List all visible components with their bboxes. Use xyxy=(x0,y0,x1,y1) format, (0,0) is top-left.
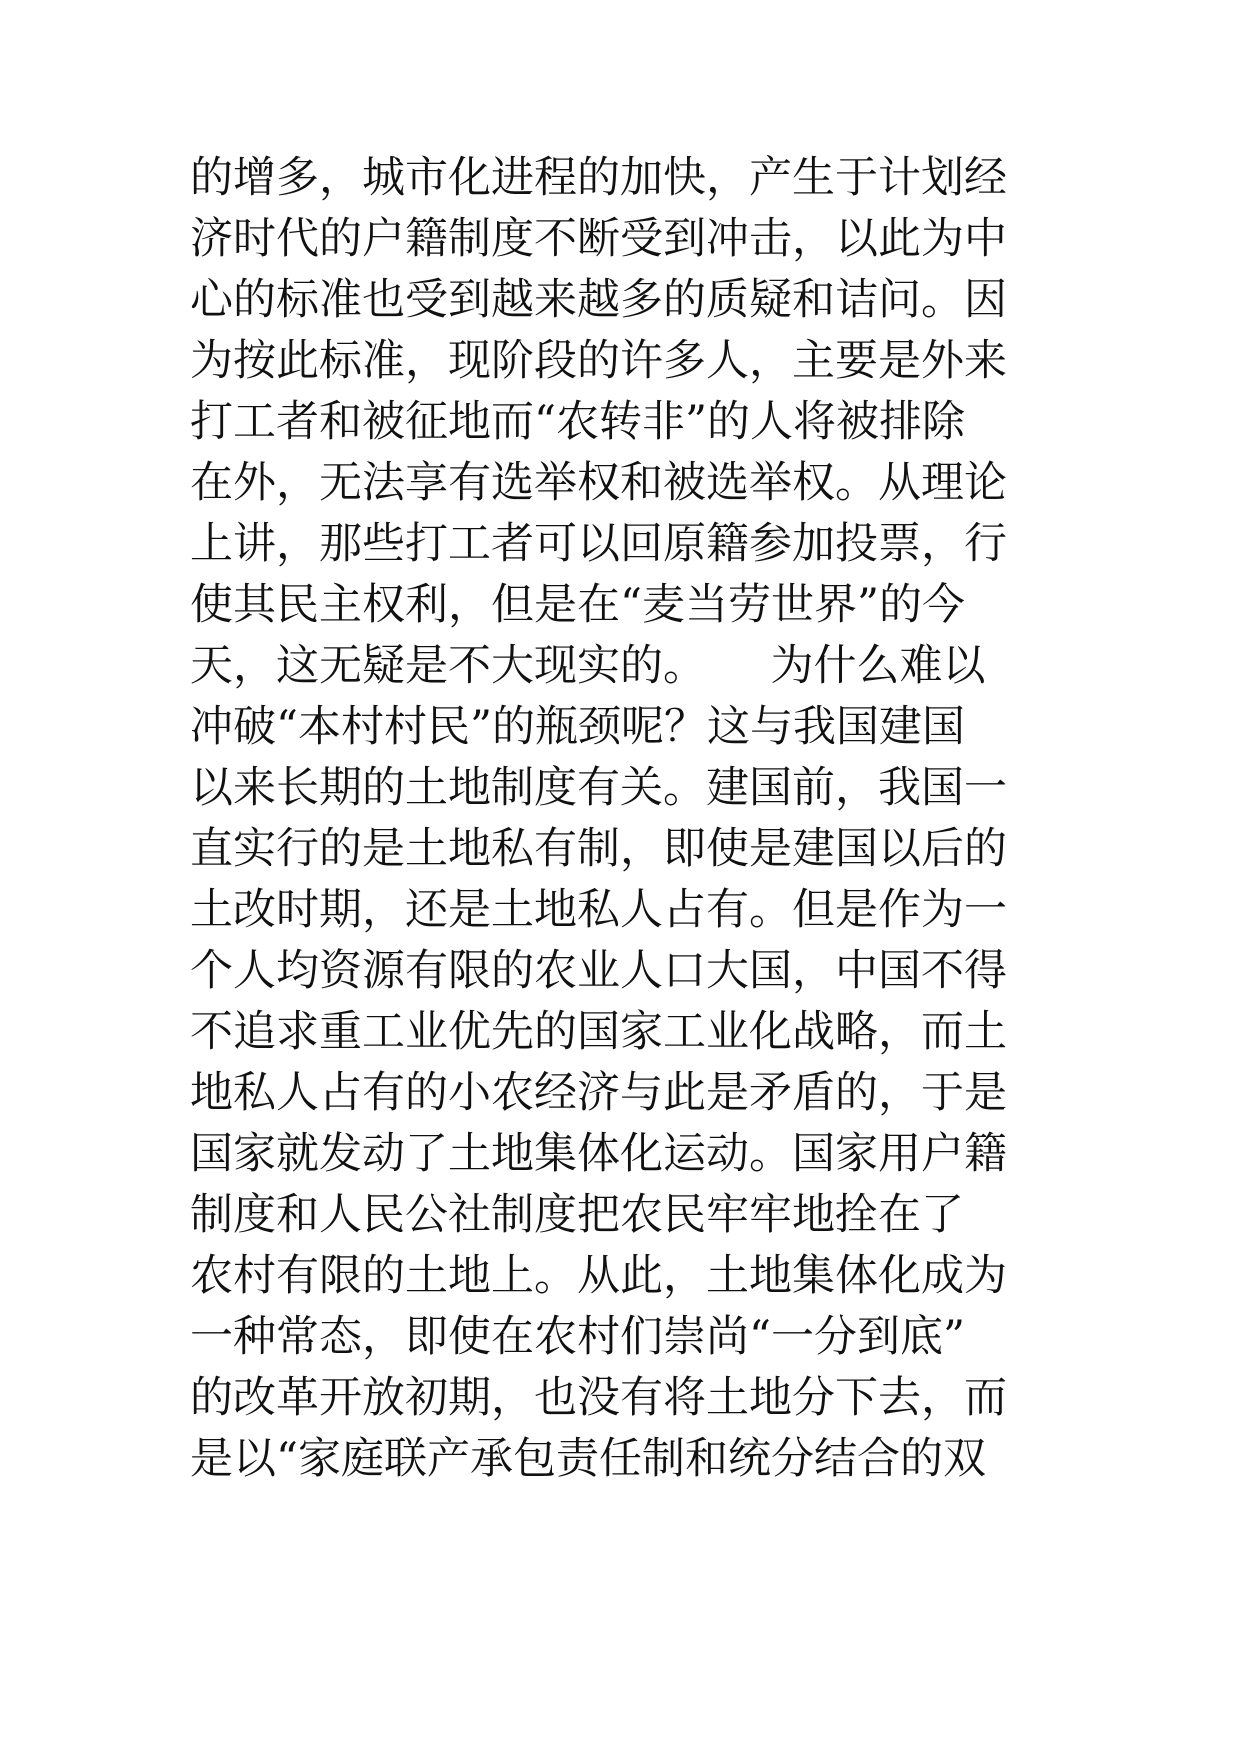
text-line: 冲破“本村村民”的瓶颈呢？这与我国建国 xyxy=(190,702,965,752)
text-line: 国家就发动了土地集体化运动。国家用户籍 xyxy=(190,1129,1007,1179)
text-line: 的改革开放初期，也没有将土地分下去，而 xyxy=(190,1373,1007,1423)
text-line: 是以“家庭联产承包责任制和统分结合的双 xyxy=(190,1434,986,1484)
text-line: 不追求重工业优先的国家工业化战略，而土 xyxy=(190,1007,1007,1057)
text-line: 地私人占有的小农经济与此是矛盾的，于是 xyxy=(190,1068,1007,1118)
text-line: 制度和人民公社制度把农民牢牢地拴在了 xyxy=(190,1190,964,1240)
text-line: 个人均资源有限的农业人口大国，中国不得 xyxy=(190,946,1007,996)
text-line: 在外，无法享有选举权和被选举权。从理论 xyxy=(190,458,1007,508)
text-line: 直实行的是土地私有制，即使是建国以后的 xyxy=(190,824,1007,874)
text-line: 济时代的户籍制度不断受到冲击，以此为中 xyxy=(190,214,1007,264)
text-line: 天，这无疑是不大现实的。 为什么难以 xyxy=(190,641,986,691)
text-line: 一种常态，即使在农村们崇尚“一分到底” xyxy=(190,1312,965,1362)
text-line: 心的标准也受到越来越多的质疑和诘问。因 xyxy=(190,275,1007,325)
text-line: 以来长期的土地制度有关。建国前，我国一 xyxy=(190,763,1007,813)
text-line: 的增多，城市化进程的加快，产生于计划经 xyxy=(190,153,1007,203)
text-line: 上讲，那些打工者可以回原籍参加投票，行 xyxy=(190,519,1007,569)
text-line: 使其民主权利，但是在“麦当劳世界”的今 xyxy=(190,580,965,630)
text-line: 农村有限的土地上。从此，土地集体化成为 xyxy=(190,1251,1007,1301)
text-line: 打工者和被征地而“农转非”的人将被排除 xyxy=(190,397,965,447)
text-line: 为按此标准，现阶段的许多人，主要是外来 xyxy=(190,336,1007,386)
text-line: 土改时期，还是土地私人占有。但是作为一 xyxy=(190,885,1007,935)
body-text xyxy=(190,148,1090,1490)
